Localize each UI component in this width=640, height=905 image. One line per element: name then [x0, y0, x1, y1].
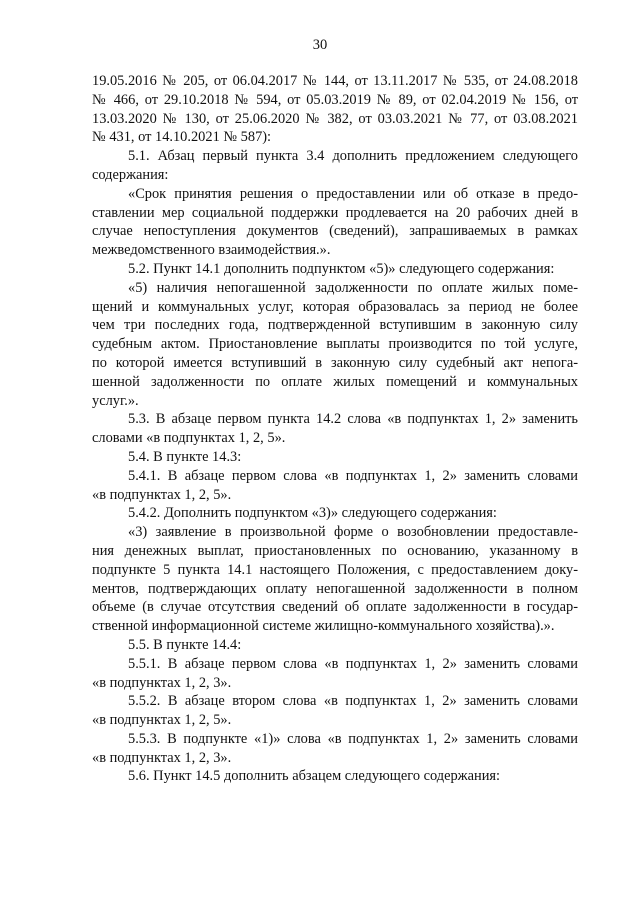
page-number: 30	[312, 37, 328, 53]
text-line: словами «в подпунктах 1, 2, 5».	[92, 430, 286, 447]
text-line: объеме (в случае отсутствия сведений об оплате задолженности в государ-	[92, 599, 578, 616]
text-line: 5.6. Пункт 14.5 дополнить абзацем следующего содержания:	[128, 768, 501, 785]
text-line: судебным актом. Приостановление выплаты производится по той услуге,	[92, 336, 578, 353]
text-line: ментов, подтверждающих оплату непогашенной задолженности в полном	[92, 580, 578, 597]
text-line: ставлении мер социальной поддержки продлевается на 20 рабочих дней в	[92, 204, 578, 221]
text-line: «5) наличия непогашенной задолженности по оплате жилых поме-	[128, 279, 578, 296]
text-line: чем три последних года, подтвержденной вступившим в законную силу	[92, 317, 578, 334]
text-line: «Срок принятия решения о предоставлении или об отказе в предо-	[128, 185, 578, 202]
text-line: 13.03.2020 № 130, от 25.06.2020 № 382, от 03.03.2021 № 77, от 03.08.2021	[92, 110, 578, 127]
text-line: 19.05.2016 № 205, от 06.04.2017 № 144, от 13.11.2017 № 535, от 24.08.2018	[92, 73, 578, 89]
text-line: «в подпунктах 1, 2, 3».	[92, 749, 232, 766]
text-line: 5.2. Пункт 14.1 дополнить подпунктом «5)» следующего содержания:	[128, 260, 555, 277]
text-line: 5.3. В абзаце первом пункта 14.2 слова «в подпунктах 1, 2» заменить	[128, 411, 578, 428]
text-line: подпункте 5 пункта 14.1 настоящего Положения, с предоставлением доку-	[92, 561, 578, 578]
text-line: услуг.».	[92, 392, 139, 409]
text-line: № 431, от 14.10.2021 № 587):	[92, 129, 272, 146]
text-line: 5.5. В пункте 14.4:	[128, 636, 242, 653]
text-line: межведомственного взаимодействия.».	[92, 242, 331, 259]
text-line: ственной информационной системе жилищно-коммунального хозяйства).».	[92, 618, 555, 635]
text-line: по которой имеется вступивший в законную силу судебный акт непога-	[92, 354, 578, 371]
text-line: ния денежных выплат, приостановленных по основанию, указанному в	[92, 542, 578, 559]
text-line: шенной задолженности по оплате жилых помещений и коммунальных	[92, 373, 578, 390]
text-line: «в подпунктах 1, 2, 5».	[92, 712, 232, 729]
document-body	[92, 72, 578, 786]
text-line: «в подпунктах 1, 2, 3».	[92, 674, 232, 691]
text-line: 5.5.1. В абзаце первом слова «в подпунктах 1, 2» заменить словами	[128, 655, 578, 672]
text-line: 5.4. В пункте 14.3:	[128, 448, 242, 465]
text-line: 5.5.3. В подпункте «1)» слова «в подпунктах 1, 2» заменить словами	[128, 730, 578, 747]
text-line: «в подпунктах 1, 2, 5».	[92, 486, 232, 503]
text-line: 5.5.2. В абзаце втором слова «в подпунктах 1, 2» заменить словами	[128, 693, 578, 710]
text-line: содержания:	[92, 166, 169, 183]
text-line: щений и коммунальных услуг, которая образовалась за период не более	[92, 298, 578, 315]
text-line: 5.1. Абзац первый пункта 3.4 дополнить предложением следующего	[128, 148, 578, 165]
text-line: 5.4.2. Дополнить подпунктом «3)» следующего содержания:	[128, 505, 497, 522]
text-line: 5.4.1. В абзаце первом слова «в подпунктах 1, 2» заменить словами	[128, 467, 578, 484]
text-line: № 466, от 29.10.2018 № 594, от 05.03.2019 № 89, от 02.04.2019 № 156, от	[92, 91, 578, 108]
text-line: случае непоступления документов (сведений), запрашиваемых в рамках	[92, 223, 578, 240]
text-line: «3) заявление в произвольной форме о возобновлении предоставле-	[128, 524, 578, 541]
